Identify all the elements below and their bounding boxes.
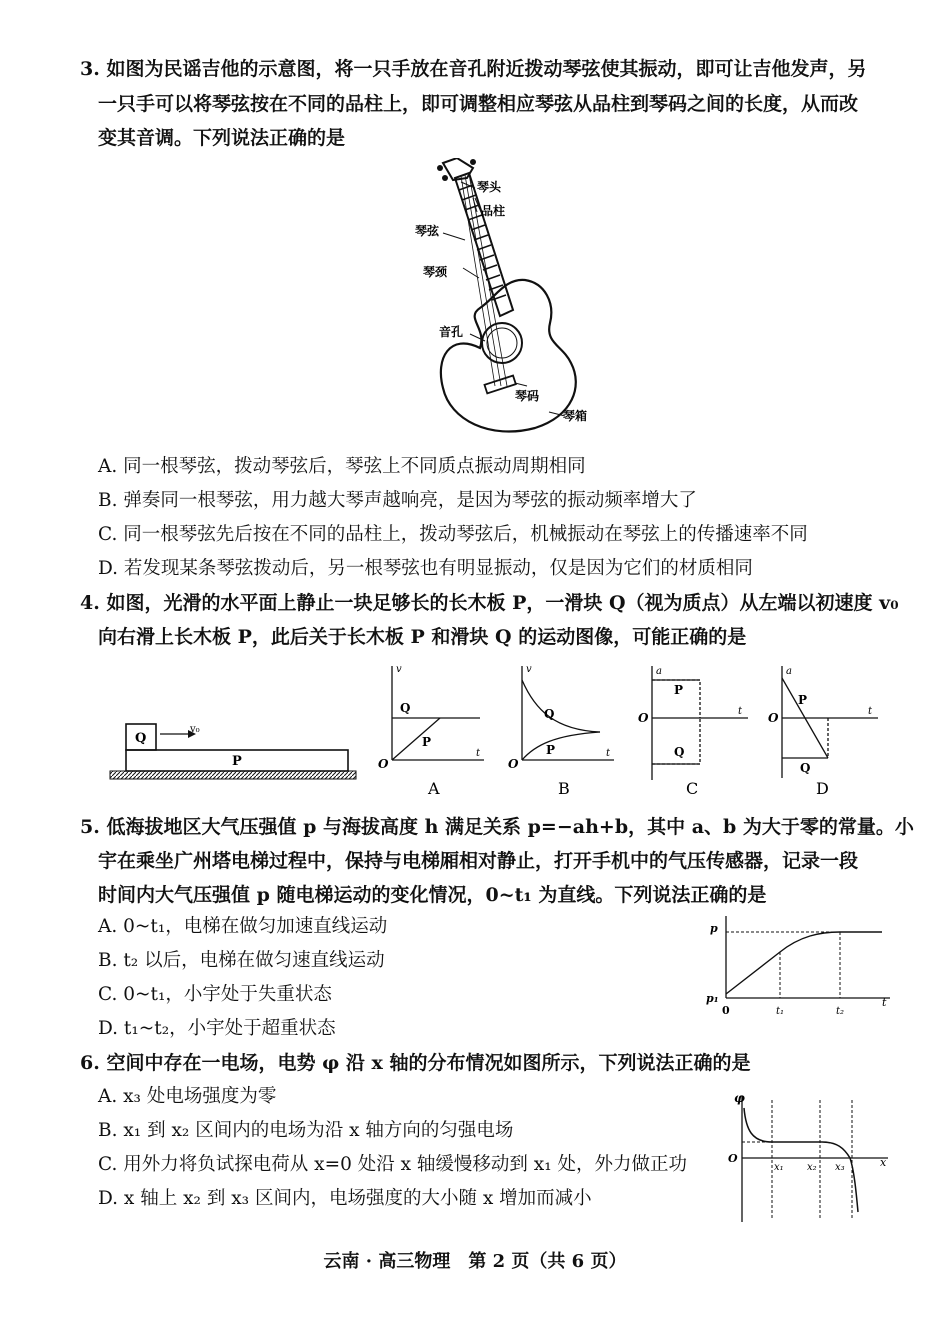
board-p-label: P: [232, 754, 242, 769]
graph-b-label: B: [558, 779, 570, 798]
q3-stem-line-1: 3. 如图为民谣吉他的示意图，将一只手放在音孔附近拨动琴弦使其振动，即可让吉他发声，另: [80, 58, 867, 80]
svg-text:P: P: [546, 743, 556, 757]
q3-option-b: B. 弹奏同一根琴弦，用力越大琴声越响亮，是因为琴弦的振动频率增大了: [98, 490, 697, 511]
q5-number: 5.: [80, 816, 100, 838]
svg-text:v: v: [526, 664, 532, 675]
q4-graph-c: [630, 660, 755, 800]
q5-stem-line-3: 时间内大气压强值 p 随电梯运动的变化情况，0~t₁ 为直线。下列说法正确的是: [98, 884, 767, 906]
q3-number: 3.: [80, 58, 100, 80]
graph-a-label: A: [428, 779, 440, 798]
guitar-bridge: [484, 376, 515, 394]
svg-text:a: a: [656, 666, 662, 677]
q3-option-d: D. 若发现某条琴弦拨动后，另一根琴弦也有明显振动，仅是因为它们的材质相同: [98, 558, 753, 579]
svg-text:O: O: [638, 711, 649, 725]
q3-option-c: C. 同一根琴弦先后按在不同的品柱上，拨动琴弦后，机械振动在琴弦上的传播速率不同: [98, 524, 808, 545]
q4-stem-line-2: 向右滑上长木板 P，此后关于长木板 P 和滑块 Q 的运动图像，可能正确的是: [98, 626, 747, 648]
svg-text:v: v: [396, 664, 402, 675]
label-box: 琴箱: [563, 409, 588, 423]
q6-potential-graph: [722, 1090, 897, 1225]
q6-number: 6.: [80, 1052, 100, 1074]
svg-text:O: O: [378, 757, 389, 771]
q4-number: 4.: [80, 592, 100, 614]
svg-text:t: t: [882, 996, 887, 1009]
ground: [110, 771, 356, 779]
label-fret: 品柱: [481, 204, 506, 218]
svg-text:Q: Q: [544, 707, 555, 721]
svg-text:t: t: [868, 706, 873, 717]
q5-option-b: B. t₂ 以后，电梯在做匀速直线运动: [98, 950, 385, 971]
svg-text:t₂: t₂: [836, 1006, 845, 1017]
q5-option-d: D. t₁~t₂，小宇处于超重状态: [98, 1018, 336, 1039]
svg-text:p₁: p₁: [706, 992, 719, 1005]
block-q-label: Q: [135, 731, 147, 746]
q6-option-d: D. x 轴上 x₂ 到 x₃ 区间内，电场强度的大小随 x 增加而减小: [98, 1188, 592, 1209]
svg-text:O: O: [768, 711, 779, 725]
svg-text:t: t: [476, 748, 481, 759]
velocity-label: v₀: [190, 724, 200, 735]
q6-option-a: A. x₃ 处电场强度为零: [98, 1086, 277, 1107]
q3-stem-line-3: 变其音调。下列说法正确的是: [98, 127, 346, 149]
svg-text:O: O: [728, 1152, 738, 1165]
q4-graph-d: [760, 660, 885, 800]
label-hole: 音孔: [439, 325, 464, 339]
svg-text:x: x: [880, 1156, 887, 1169]
svg-text:0: 0: [722, 1004, 730, 1017]
q3-stem-line-2: 一只手可以将琴弦按在不同的品柱上，即可调整相应琴弦从品柱到琴码之间的长度，从而改: [98, 93, 859, 115]
svg-text:φ: φ: [734, 1091, 745, 1105]
svg-text:a: a: [786, 666, 792, 677]
q6-option-c: C. 用外力将负试探电荷从 x=0 处沿 x 轴缓慢移动到 x₁ 处，外力做正功: [98, 1154, 688, 1175]
svg-text:Q: Q: [800, 761, 811, 775]
q4-stem-line-1: 4. 如图，光滑的水平面上静止一块足够长的长木板 P，一滑块 Q（视为质点）从左端以初速度 v₀: [80, 592, 899, 614]
page-footer: 云南 · 高三物理 第 2 页（共 6 页）: [323, 1251, 627, 1272]
svg-text:t: t: [606, 748, 611, 759]
guitar-body: [441, 280, 576, 432]
q6-stem: 6. 空间中存在一电场，电势 φ 沿 x 轴的分布情况如图所示，下列说法正确的是: [80, 1052, 751, 1074]
q5-option-c: C. 0~t₁，小宇处于失重状态: [98, 984, 332, 1005]
q4-graph-b: [500, 660, 620, 800]
svg-text:x₂: x₂: [807, 1162, 817, 1173]
q4-graph-a: [370, 660, 490, 800]
svg-text:x₃: x₃: [835, 1162, 845, 1173]
svg-text:Q: Q: [400, 701, 411, 715]
svg-text:Q: Q: [674, 745, 685, 759]
label-string: 琴弦: [415, 224, 440, 238]
svg-text:P: P: [798, 693, 808, 707]
q5-option-a: A. 0~t₁，电梯在做匀加速直线运动: [98, 916, 388, 937]
q4-setup-figure: [108, 720, 358, 786]
q5-pressure-graph: [700, 912, 895, 1022]
svg-text:P: P: [422, 735, 432, 749]
q6-option-b: B. x₁ 到 x₂ 区间内的电场为沿 x 轴方向的匀强电场: [98, 1120, 514, 1141]
label-bridge: 琴码: [515, 389, 540, 403]
guitar-figure: [395, 158, 595, 448]
q3-option-a: A. 同一根琴弦，拨动琴弦后，琴弦上不同质点振动周期相同: [98, 456, 586, 477]
svg-text:p: p: [710, 922, 718, 935]
graph-d-label: D: [816, 779, 829, 798]
graph-c-label: C: [686, 779, 699, 798]
label-neck: 琴颈: [423, 265, 448, 279]
svg-text:O: O: [508, 757, 519, 771]
q5-stem-line-1: 5. 低海拔地区大气压强值 p 与海拔高度 h 满足关系 p=−ah+b，其中 a、b 为大于零的常量。小: [80, 816, 914, 838]
svg-text:t₁: t₁: [776, 1006, 785, 1017]
svg-text:P: P: [674, 683, 684, 697]
svg-text:x₁: x₁: [774, 1162, 784, 1173]
q5-stem-line-2: 宇在乘坐广州塔电梯过程中，保持与电梯厢相对静止，打开手机中的气压传感器，记录一段: [98, 850, 859, 872]
svg-text:t: t: [738, 706, 743, 717]
label-head: 琴头: [477, 180, 502, 194]
